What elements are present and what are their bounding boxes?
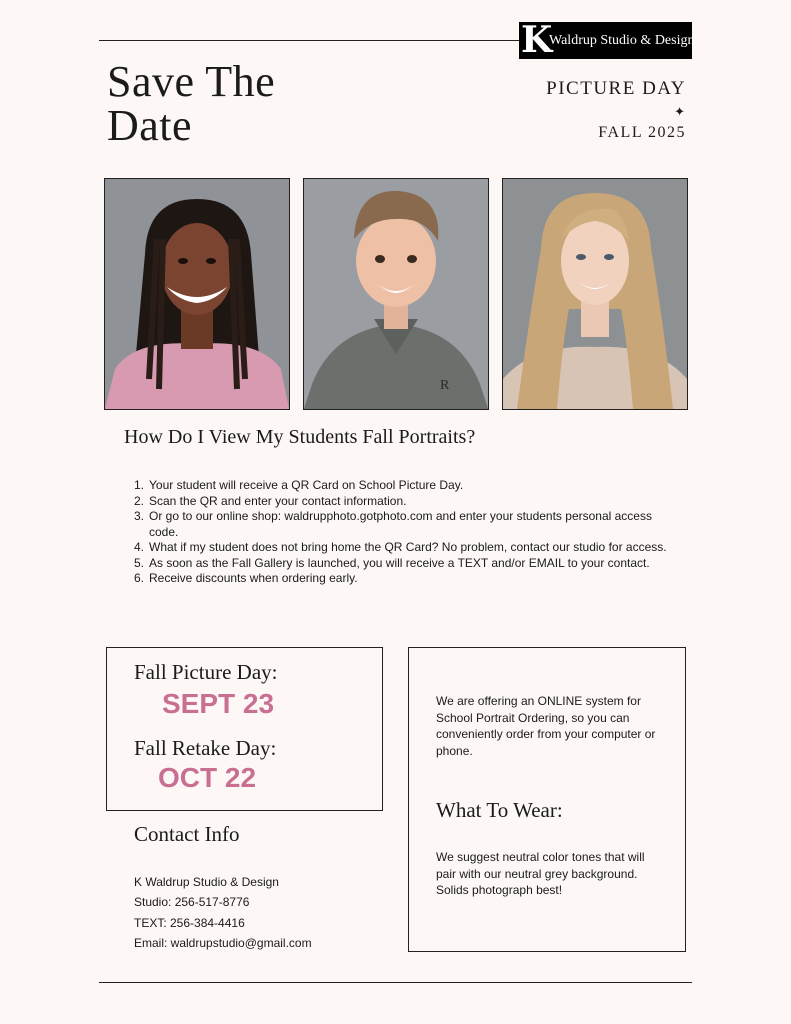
step-text: Your student will receive a QR Card on School Picture Day. [149, 478, 464, 492]
info-box [408, 647, 686, 952]
dates-box [106, 647, 383, 811]
step-text: Scan the QR and enter your contact information. [149, 493, 407, 508]
headline-line-1: Save The [107, 57, 276, 106]
studio-logo [519, 19, 695, 61]
list-item [130, 478, 670, 494]
step-number: 2. [133, 493, 144, 508]
picture-day-season: FALL 2025 [598, 124, 686, 141]
step-number: 1. [133, 478, 144, 492]
student-portrait-3 [502, 178, 688, 410]
student-portrait-2 [303, 178, 489, 410]
picture-day-date: SEPT 23 [162, 688, 275, 719]
bottom-divider [99, 982, 692, 983]
list-item [130, 509, 670, 540]
logo-name: Waldrup Studio & Design [549, 32, 695, 48]
list-item [130, 540, 670, 556]
step-number: 5. [133, 555, 144, 570]
what-to-wear-title: What To Wear: [436, 798, 563, 822]
step-text: Receive discounts when ordering early. [149, 571, 358, 585]
step-text: What if my student does not bring home the QR Card? No problem, contact our studio for access. [149, 540, 667, 554]
picture-day-label: Fall Picture Day: [134, 660, 278, 684]
list-item [130, 571, 670, 587]
student-portrait-1 [104, 178, 290, 410]
sparkle-icon: ✦ [674, 104, 685, 119]
step-text: Or go to our online shop: waldrupphoto.gotphoto.com and enter your students personal access code. [149, 509, 652, 539]
what-to-wear-text: We suggest neutral color tones that will pair with our neutral grey background. Solids photograph best! [436, 850, 645, 897]
student-portrait-3-icon [503, 179, 687, 409]
step-number: 6. [133, 571, 144, 585]
retake-day-label: Fall Retake Day: [134, 736, 277, 760]
list-item [130, 494, 670, 510]
top-divider [99, 40, 519, 41]
step-text: As soon as the Fall Gallery is launched, you will receive a TEXT and/or EMAIL to your contact. [149, 555, 650, 570]
logo-mark: K [521, 19, 553, 61]
view-portraits-title: How Do I View My Students Fall Portraits? [124, 426, 476, 448]
step-number: 4. [133, 540, 144, 554]
contact-studio-phone: Studio: 256-517-8776 [134, 895, 250, 909]
headline [107, 57, 276, 150]
contact-text-phone: TEXT: 256-384-4416 [134, 916, 245, 930]
list-item [130, 556, 670, 572]
contact-studio-name: K Waldrup Studio & Design [134, 875, 279, 889]
svg-text:R: R [440, 378, 450, 393]
step-number: 3. [133, 509, 144, 523]
student-portrait-1-icon [105, 179, 289, 409]
student-portrait-2-icon [304, 179, 488, 409]
headline-line-2: Date [107, 101, 193, 150]
steps-list [130, 478, 670, 587]
online-ordering-text: We are offering an ONLINE system for School Portrait Ordering, so you can conveniently order from your computer or phone. [436, 694, 656, 758]
picture-day-title: PICTURE DAY [546, 78, 686, 99]
contact-email: Email: waldrupstudio@gmail.com [134, 936, 312, 950]
retake-day-date: OCT 22 [158, 762, 257, 793]
contact-info-title: Contact Info [134, 822, 240, 846]
